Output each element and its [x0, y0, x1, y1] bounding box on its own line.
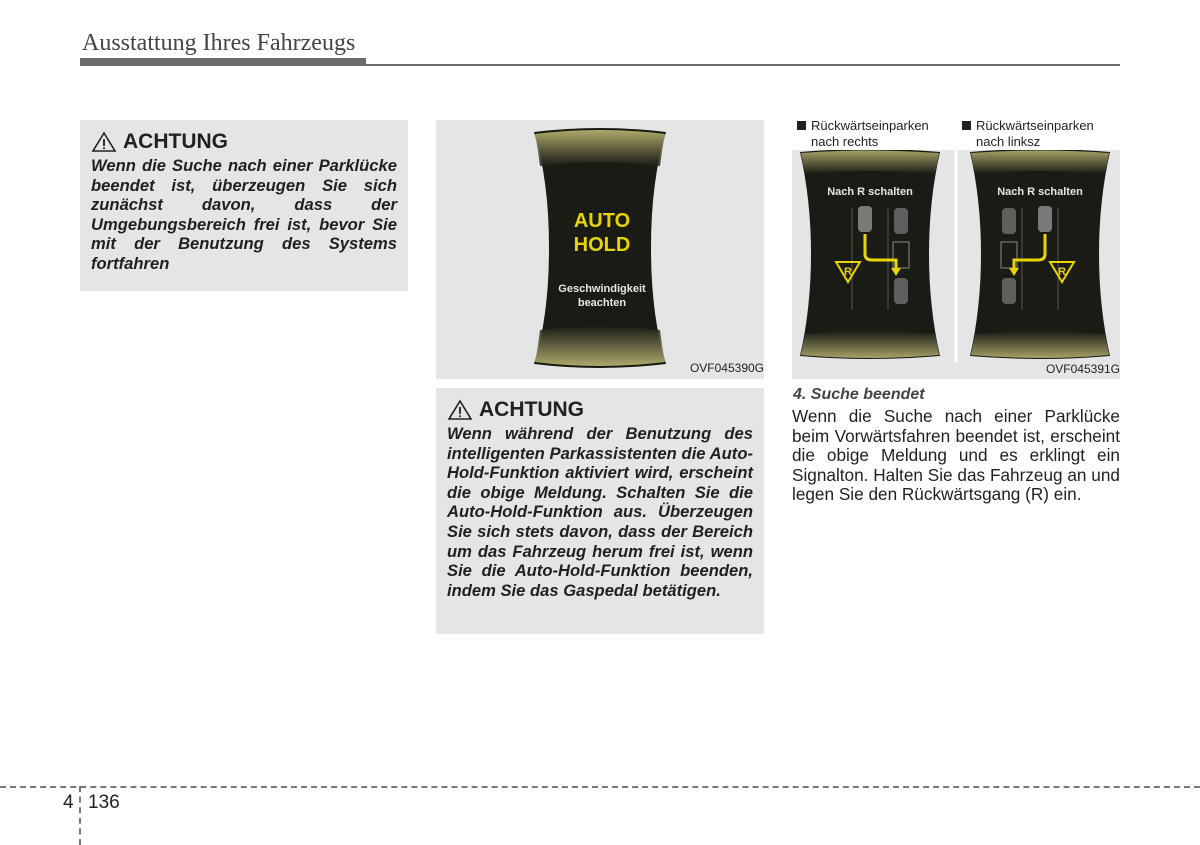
reverse-parking-displays	[792, 150, 1120, 379]
auto-hold-text-line1: AUTO	[573, 210, 631, 232]
warning-text-1: Wenn die Suche nach einer Parklücke beendet ist, überzeugen Sie sich zunächst davon, dass der Umgebungsbereich frei ist, bevor Sie mit der Benutzung des Systems fortfahren	[91, 156, 397, 273]
figure-code-2: OVF045391G	[1045, 362, 1120, 376]
warning-triangle-icon	[447, 399, 473, 421]
gear-r-right: R	[1058, 266, 1066, 278]
display-reverse-right	[800, 150, 940, 359]
auto-hold-text-line2: HOLD	[573, 234, 631, 256]
figure-reverse-parking	[792, 150, 1120, 379]
figure-auto-hold	[436, 120, 764, 379]
display-message-line1: Geschwindigkeit	[558, 283, 646, 295]
gear-r-left: R	[844, 266, 852, 278]
footer-dashed-divider	[79, 786, 81, 845]
figure-code-1: OVF045390G	[689, 361, 764, 375]
legend-reverse-right	[797, 118, 929, 150]
screen-label-left: Nach R schalten	[827, 186, 913, 198]
warning-triangle-icon	[91, 131, 117, 153]
warning-heading-text-1: ACHTUNG	[123, 130, 228, 153]
legend-right-line2: nach linksz	[976, 134, 1041, 149]
legend-left-line1: Rückwärtseinparken	[811, 118, 929, 133]
legend-reverse-left	[962, 118, 1094, 150]
step-title: 4. Suche beendet	[793, 386, 925, 403]
footer-dashed-rule	[0, 786, 1200, 788]
warning-box-2	[436, 388, 764, 634]
display-message-line2: beachten	[577, 297, 627, 309]
display-reverse-left	[970, 150, 1110, 359]
page-header-title: Ausstattung Ihres Fahrzeugs	[82, 30, 356, 56]
body-paragraph: Wenn die Suche nach einer Parklücke beim Vorwärtsfahren beendet ist, erscheint die obige Meldung und es erklingt ein Signalton. Halten Sie das Fahrzeug an und legen Sie den Rückwärtsgang (R) ein.	[792, 406, 1120, 505]
cluster-display-auto-hold	[436, 120, 764, 379]
chapter-number: 4	[63, 792, 74, 813]
warning-heading-text-2: ACHTUNG	[479, 398, 584, 421]
header-rule	[80, 64, 1120, 66]
screen-label-right: Nach R schalten	[997, 186, 1083, 198]
warning-box-1	[80, 120, 408, 291]
legend-square-icon	[962, 121, 971, 130]
legend-left-line2: nach rechts	[811, 134, 879, 149]
legend-square-icon	[797, 121, 806, 130]
legend-right-line1: Rückwärtseinparken	[976, 118, 1094, 133]
page-number: 136	[88, 792, 120, 813]
warning-text-2: Wenn während der Benutzung des intelligenten Parkassistenten die Auto-Hold-Funktion aktiviert wird, erscheint die obige Meldung. Schalten Sie die Auto-Hold-Funktion aus. Überzeugen Sie sich stets davon, dass der Bereich um das Fahrzeug herum frei ist, wenn Sie die Auto-Hold-Funktion beenden, indem Sie das Gaspedal betätigen.	[447, 424, 753, 600]
warning-heading-2	[447, 398, 753, 422]
warning-heading-1	[91, 130, 397, 154]
